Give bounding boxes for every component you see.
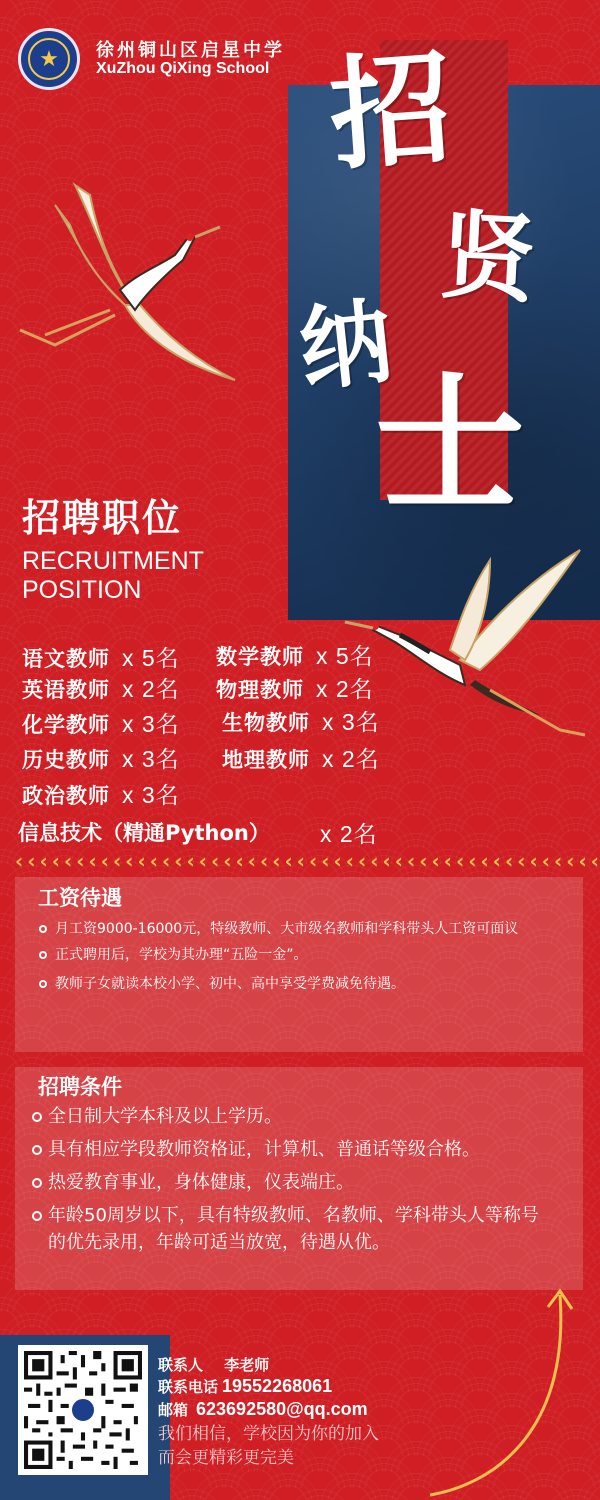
position-count: x 2名	[320, 821, 378, 847]
qr-code-icon	[24, 1351, 142, 1469]
list-item: 教师子女就读本校小学、初中、高中享受学费减免待遇。	[39, 974, 559, 995]
position-count: x 3名	[122, 711, 180, 737]
chevron-divider: ‹ ‹ ‹ ‹ ‹ ‹ ‹ ‹ ‹ ‹ ‹ ‹ ‹ ‹ ‹ ‹ ‹ ‹ ‹ ‹ ‹ ‹ ‹ ‹ ‹ ‹ ‹ ‹ ‹ ‹ ‹ ‹ ‹ ‹ ‹ ‹ ‹ ‹ ‹ ‹ ‹ ‹ ‹ ‹ ‹ ‹ ‹ ‹	[15, 849, 599, 873]
contact-phone-value[interactable]: 19552268061	[222, 1376, 333, 1396]
qr-code[interactable]	[18, 1345, 148, 1475]
list-item: 正式聘用后，学校为其办理“五险一金”。	[39, 945, 559, 966]
crane-illustration-left	[15, 165, 245, 395]
position-item	[222, 704, 380, 737]
position-count: x 3名	[122, 746, 180, 772]
bullet-icon	[32, 1211, 42, 1221]
contact-person-value: 李老师	[224, 1356, 270, 1374]
position-item	[22, 671, 180, 704]
bullet-icon	[39, 980, 47, 988]
position-role: 物理教师	[216, 678, 304, 702]
contact-email-label: 邮箱	[158, 1401, 189, 1419]
calligraphy-char-1: 招	[325, 34, 457, 188]
position-count: x 2名	[322, 746, 380, 772]
list-item: 月工资9000-16000元，特级教师、大市级名教师和学科带头人工资可面议	[39, 919, 559, 940]
positions-subtitle: RECRUITMENT POSITION	[22, 547, 204, 604]
calligraphy-char-4: 士	[375, 357, 526, 533]
position-count: x 2名	[316, 676, 374, 702]
bullet-icon	[39, 925, 47, 933]
position-item	[22, 741, 180, 774]
position-item	[22, 640, 180, 673]
position-role: 地理教师	[222, 748, 310, 772]
position-item-special	[18, 817, 270, 847]
slogan-line-2: 而会更精彩更完美	[158, 1448, 294, 1468]
list-item: 具有相应学段教师资格证，计算机、普通话等级合格。	[32, 1136, 552, 1163]
list-item: 全日制大学本科及以上学历。	[32, 1103, 552, 1130]
contact-email	[158, 1399, 368, 1420]
salary-title: 工资待遇	[38, 886, 122, 910]
calligraphy-char-2: 贤	[437, 198, 539, 317]
position-role: 化学教师	[22, 713, 110, 737]
conditions-box	[15, 1067, 583, 1290]
list-item: 年龄50周岁以下，具有特级教师、名教师、学科带头人等称号的优先录用，年龄可适当放宽，待遇从优。	[32, 1202, 552, 1256]
contact-person-label: 联系人	[158, 1356, 204, 1374]
position-count: x 2名	[122, 676, 180, 702]
bullet-icon	[32, 1178, 42, 1188]
position-count: x 5名	[316, 643, 374, 669]
position-count: x 5名	[122, 645, 180, 671]
contact-phone-label: 联系电话	[158, 1378, 219, 1396]
position-item	[22, 706, 180, 739]
school-logo	[18, 28, 80, 90]
curved-arrow-icon	[420, 1285, 590, 1500]
star-icon: ★	[28, 38, 70, 80]
position-item	[216, 671, 374, 704]
salary-list	[39, 919, 559, 995]
bullet-icon	[32, 1145, 42, 1155]
position-count: x 3名	[122, 782, 180, 808]
position-role: 语文教师	[22, 647, 110, 671]
contact-phone	[158, 1376, 332, 1397]
calligraphy-char-3: 纳	[294, 287, 398, 405]
position-role: 生物教师	[222, 711, 310, 735]
list-item: 热爱教育事业，身体健康，仪表端庄。	[32, 1169, 552, 1196]
bullet-icon	[32, 1112, 42, 1122]
conditions-list	[32, 1103, 552, 1256]
position-role: 英语教师	[22, 678, 110, 702]
position-item	[222, 741, 380, 774]
position-role: 历史教师	[22, 748, 110, 772]
position-item	[216, 638, 374, 671]
salary-box	[15, 877, 583, 1052]
position-item	[22, 777, 180, 810]
school-name-cn: 徐州铜山区启星中学	[96, 40, 285, 61]
slogan-line-1: 我们相信，学校因为你的加入	[158, 1424, 379, 1444]
contact-email-value[interactable]: 623692580@qq.com	[196, 1399, 368, 1419]
school-name-en: XuZhou QiXing School	[96, 60, 270, 77]
position-role: 政治教师	[22, 784, 110, 808]
position-count-special	[320, 816, 378, 849]
position-count: x 3名	[322, 709, 380, 735]
position-role: 数学教师	[216, 645, 304, 669]
positions-title: 招聘职位	[22, 496, 183, 540]
bullet-icon	[39, 951, 47, 959]
position-role: 信息技术（精通Python）	[18, 821, 270, 845]
conditions-title: 招聘条件	[38, 1075, 122, 1099]
contact-person	[158, 1354, 269, 1375]
